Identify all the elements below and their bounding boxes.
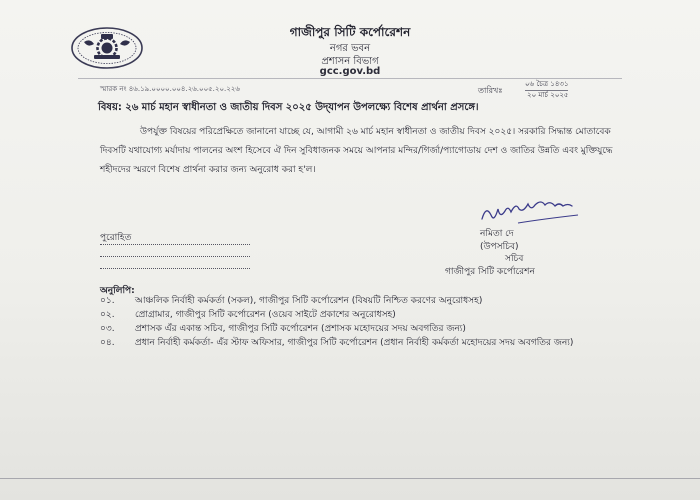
date-bangla: ০৬ চৈত্র ১৪৩১ bbox=[525, 80, 568, 91]
page-bottom-edge bbox=[0, 478, 700, 479]
website-text: gcc.gov.bd bbox=[319, 66, 381, 77]
subject-line: বিষয়: ২৬ মার্চ মহান স্বাধীনতা ও জাতীয় দিবস ২০২৫ উদ্‌যাপন উপলক্ষ্যে বিশেষ প্রার্থনা প্রসঙ্গে। bbox=[98, 102, 479, 113]
copy-to-list bbox=[100, 296, 620, 352]
signatory-role: সচিব bbox=[505, 254, 524, 264]
department-name: প্রশাসন বিভাগ bbox=[321, 56, 379, 67]
recipient-address-line bbox=[100, 256, 250, 257]
handwritten-signature-icon bbox=[478, 201, 588, 227]
date-english: ২০ মার্চ ২০২৫ bbox=[527, 91, 569, 99]
list-item bbox=[100, 310, 620, 321]
date-block bbox=[525, 80, 568, 100]
list-item bbox=[100, 338, 620, 349]
signatory-name: নমিতা দে bbox=[480, 229, 514, 239]
list-item-number: ০৩. bbox=[100, 324, 115, 334]
body-paragraph: উপর্যুক্ত বিষয়ের পরিপ্রেক্ষিতে জানানো যাচ্ছে যে, আগামী ২৬ মার্চ মহান স্বাধীনতা ও জাতীয় দিবস ২০২৫। সরকারি সিদ্ধান্ত মোতাবেক দিবসটি যথাযোগ্য মর্যাদায় পালনের অংশ হিসেবে ঐ দিন সুবিধাজনক সময়ে আপনার মন্দির/গির্জা/প্যাগোডায় দেশ ও জাতির উন্নতি এবং মুক্তিযুদ্ধে শহীদদের স্মরণে বিশেষ প্রার্থনা করার জন্য অনুরোধ করা হ'ল। bbox=[100, 127, 613, 175]
list-item bbox=[100, 324, 620, 335]
memo-number: স্মারক নং ৪৬.১৯.০০০০.০০৪.২৬.০০৫.২০.২২৬ bbox=[100, 85, 240, 93]
list-item bbox=[100, 296, 620, 307]
list-item-text: আঞ্চলিক নির্বাহী কর্মকর্তা (সকল), গাজীপুর সিটি কর্পোরেশন (বিষয়টি নিশ্চিত করণের অনুরোধসহ) bbox=[135, 296, 483, 306]
signatory-title: (উপসচিব) bbox=[480, 241, 519, 252]
city-corporation-logo-icon bbox=[70, 26, 144, 70]
building-name: নগর ভবন bbox=[329, 43, 371, 54]
signatory-block bbox=[445, 228, 535, 278]
recipient-address-line bbox=[100, 244, 250, 245]
list-item-number: ০১. bbox=[100, 296, 115, 306]
list-item-text: প্রোগ্রামার, গাজীপুর সিটি কর্পোরেশন (ওয়েব সাইটে প্রকাশের অনুরোধসহ) bbox=[135, 310, 396, 320]
list-item-text: প্রধান নির্বাহী কর্মকর্তা- এঁর স্টাফ অফিসার, গাজীপুর সিটি কর্পোরেশন (প্রধান নির্বাহী কর্মকর্তা মহোদয়ের সদয় অবগতির জন্য) bbox=[135, 338, 574, 348]
organization-name: গাজীপুর সিটি কর্পোরেশন bbox=[289, 25, 411, 39]
list-item-number: ০২. bbox=[100, 310, 115, 320]
list-item-text: প্রশাসক এঁর একান্ত সচিব, গাজীপুর সিটি কর্পোরেশন (প্রশাসক মহোদয়ের সদয় অবগতির জন্য) bbox=[135, 324, 466, 334]
signatory-organization: গাজীপুর সিটি কর্পোরেশন bbox=[445, 266, 535, 277]
header-divider bbox=[78, 78, 622, 79]
list-item-number: ০৪. bbox=[100, 338, 115, 348]
copy-to-heading: অনুলিপি: bbox=[100, 286, 135, 296]
recipient-label: পুরোহিত bbox=[100, 233, 132, 243]
date-label: তারিখঃ bbox=[478, 86, 503, 95]
recipient-address-line bbox=[100, 268, 250, 269]
